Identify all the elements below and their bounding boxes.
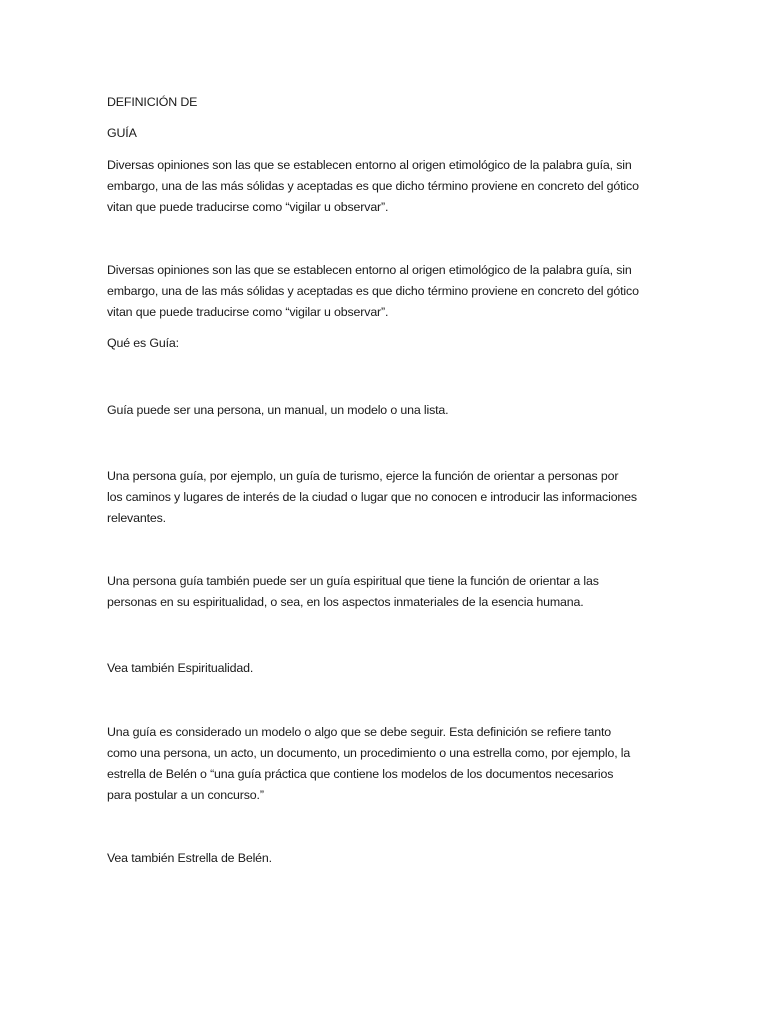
paragraph-line: relevantes. <box>107 511 166 525</box>
paragraph-line: estrella de Belén o “una guía práctica que contiene los modelos de los documentos necesarios <box>107 767 614 781</box>
paragraph-line: los caminos y lugares de interés de la ciudad o lugar que no conocen e introducir las informaciones <box>107 490 637 504</box>
paragraph-line: para postular a un concurso.” <box>107 788 264 802</box>
paragraph-line: como una persona, un acto, un documento, un procedimiento o una estrella como, por ejemplo, la <box>107 746 631 760</box>
see-also-spirituality: Vea también Espiritualidad. <box>107 661 254 675</box>
paragraph-line: Una guía es considerado un modelo o algo que se debe seguir. Esta definición se refiere tanto <box>107 725 612 739</box>
heading-line-1: DEFINICIÓN DE <box>107 95 198 109</box>
paragraph-line: embargo, una de las más sólidas y aceptadas es que dicho término proviene en concreto del gótico <box>107 179 639 193</box>
paragraph-line: Una persona guía, por ejemplo, un guía de turismo, ejerce la función de orientar a personas por <box>107 469 619 483</box>
paragraph-line: vitan que puede traducirse como “vigilar u observar”. <box>107 200 389 214</box>
paragraph-line: Diversas opiniones son las que se establecen entorno al origen etimológico de la palabra guía, sin <box>107 158 632 172</box>
paragraph-line: Guía puede ser una persona, un manual, un modelo o una lista. <box>107 403 449 417</box>
see-also-star-of-bethlehem: Vea también Estrella de Belén. <box>107 851 272 865</box>
paragraph-line: embargo, una de las más sólidas y aceptadas es que dicho término proviene en concreto del gótico <box>107 284 639 298</box>
paragraph-line: personas en su espiritualidad, o sea, en los aspectos inmateriales de la esencia humana. <box>107 595 584 609</box>
paragraph-line: Una persona guía también puede ser un guía espiritual que tiene la función de orientar a las <box>107 574 599 588</box>
heading-line-2: GUÍA <box>107 126 137 140</box>
paragraph-line: Diversas opiniones son las que se establecen entorno al origen etimológico de la palabra guía, sin <box>107 263 632 277</box>
subheading: Qué es Guía: <box>107 336 179 350</box>
paragraph-line: vitan que puede traducirse como “vigilar u observar”. <box>107 305 389 319</box>
